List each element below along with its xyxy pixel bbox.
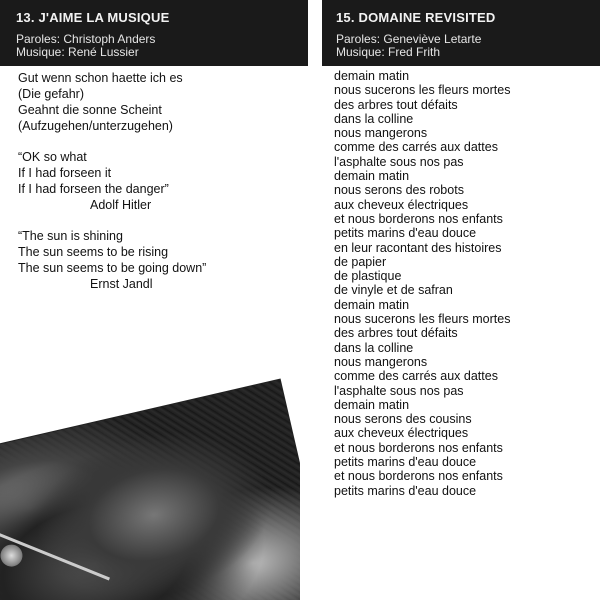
- stanza: [18, 149, 308, 213]
- left-song-header: [0, 0, 308, 66]
- right-song-title: 15. DOMAINE REVISITED: [336, 10, 496, 25]
- right-lyrics-credit: Paroles: Geneviève Letarte: [336, 32, 482, 46]
- lyric-line: petits marins d'eau douce: [334, 455, 477, 470]
- lyric-line: demain matin: [334, 169, 410, 184]
- lyric-line: petits marins d'eau douce: [334, 483, 477, 498]
- lyric-line: l'asphalte sous nos pas: [334, 383, 464, 398]
- quote-author: Adolf Hitler: [90, 198, 152, 212]
- stanza: [18, 228, 308, 292]
- lyric-line: nous serons des robots: [334, 183, 464, 198]
- lyric-line: des arbres tout défaits: [334, 326, 458, 341]
- lyric-line: dans la colline: [334, 340, 414, 355]
- lyric-line: de plastique: [334, 269, 402, 284]
- right-music-credit: Musique: Fred Frith: [336, 45, 441, 59]
- quote-author: Ernst Jandl: [90, 277, 153, 291]
- lyric-line: The sun seems to be rising: [18, 245, 169, 259]
- lyric-line: nous mangerons: [334, 126, 428, 141]
- lyric-line: If I had forseen it: [18, 166, 112, 180]
- right-lyrics: [334, 69, 594, 498]
- lyric-line: et nous borderons nos enfants: [334, 211, 503, 226]
- lyric-line: “The sun is shining: [18, 229, 123, 243]
- right-song-credits: [336, 33, 481, 59]
- lyric-line: l'asphalte sous nos pas: [334, 154, 464, 169]
- lyric-line: et nous borderons nos enfants: [334, 469, 503, 484]
- lyric-line: petits marins d'eau douce: [334, 226, 477, 241]
- lyric-line: et nous borderons nos enfants: [334, 440, 503, 455]
- lyric-line: (Aufzugehen/unterzugehen): [18, 119, 173, 133]
- musician-photo: [0, 380, 300, 600]
- lyric-line: en leur racontant des histoires: [334, 240, 502, 255]
- stanza: [18, 70, 308, 134]
- right-song-header: [322, 0, 600, 66]
- lyric-line: Gut wenn schon haette ich es: [18, 71, 183, 85]
- left-song-title: 13. J'AIME LA MUSIQUE: [16, 10, 170, 25]
- lyric-line: (Die gefahr): [18, 87, 84, 101]
- lyric-line: “OK so what: [18, 150, 87, 164]
- lyric-line: de papier: [334, 254, 387, 269]
- lyric-line: comme des carrés aux dattes: [334, 369, 498, 384]
- lyric-line: Geahnt die sonne Scheint: [18, 103, 162, 117]
- lyric-line: des arbres tout défaits: [334, 97, 458, 112]
- lyric-line: nous mangerons: [334, 354, 428, 369]
- lyric-line: If I had forseen the danger”: [18, 182, 169, 196]
- lyric-line: demain matin: [334, 69, 410, 83]
- left-song-credits: [16, 33, 155, 59]
- lyric-line: nous sucerons les fleurs mortes: [334, 312, 511, 327]
- photo-frame: [0, 360, 300, 600]
- lyric-line: aux cheveux électriques: [334, 426, 469, 441]
- lyric-line: nous sucerons les fleurs mortes: [334, 83, 511, 98]
- lyric-line: demain matin: [334, 397, 410, 412]
- left-lyrics-credit: Paroles: Christoph Anders: [16, 32, 156, 46]
- lyric-line: aux cheveux électriques: [334, 197, 469, 212]
- left-music-credit: Musique: René Lussier: [16, 45, 139, 59]
- lyric-line: demain matin: [334, 297, 410, 312]
- lyric-line: nous serons des cousins: [334, 412, 472, 427]
- microphone-icon: [0, 542, 25, 568]
- lyric-line: de vinyle et de safran: [334, 283, 453, 298]
- left-lyrics: [18, 70, 308, 307]
- lyric-line: The sun seems to be going down”: [18, 261, 207, 275]
- lyric-line: comme des carrés aux dattes: [334, 140, 498, 155]
- lyric-line: dans la colline: [334, 111, 414, 126]
